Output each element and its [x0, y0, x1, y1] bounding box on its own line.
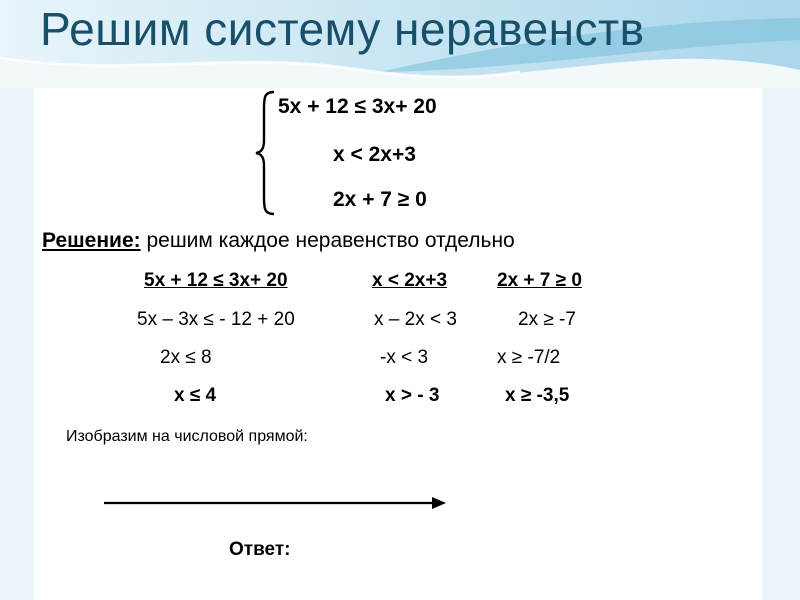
column-1-result: x ≤ 4 — [174, 385, 217, 406]
column-1-step-2: 2x ≤ 8 — [160, 347, 212, 368]
solution-label: Решение: — [42, 229, 141, 252]
column-2-step-1: x – 2x < 3 — [374, 309, 457, 330]
column-3-header: 2x + 7 ≥ 0 — [497, 270, 582, 291]
solution-text: решим каждое неравенство отдельно — [140, 229, 515, 252]
column-2-header: x < 2x+3 — [372, 270, 448, 291]
slide-title: Решим систему неравенств — [40, 3, 645, 55]
column-3-step-2: x ≥ -7/2 — [497, 347, 561, 368]
column-1-header: 5x + 12 ≤ 3x+ 20 — [144, 270, 288, 291]
column-2-result: x > - 3 — [385, 385, 440, 406]
solution-line — [42, 229, 515, 253]
system-inequality-2: x < 2x+3 — [333, 143, 416, 166]
column-1-step-1: 5x – 3x ≤ - 12 + 20 — [137, 309, 295, 330]
column-3-result: x ≥ -3,5 — [505, 385, 570, 406]
column-3-step-1: 2x ≥ -7 — [518, 309, 576, 330]
system-brace — [254, 90, 278, 216]
column-2-step-2: -x < 3 — [380, 347, 429, 368]
number-line-note: Изобразим на числовой прямой: — [66, 428, 308, 445]
system-inequality-1: 5x + 12 ≤ 3x+ 20 — [278, 95, 437, 118]
number-line-arrow — [100, 490, 450, 516]
system-inequality-3: 2x + 7 ≥ 0 — [333, 188, 427, 211]
answer-label: Ответ: — [229, 539, 291, 560]
